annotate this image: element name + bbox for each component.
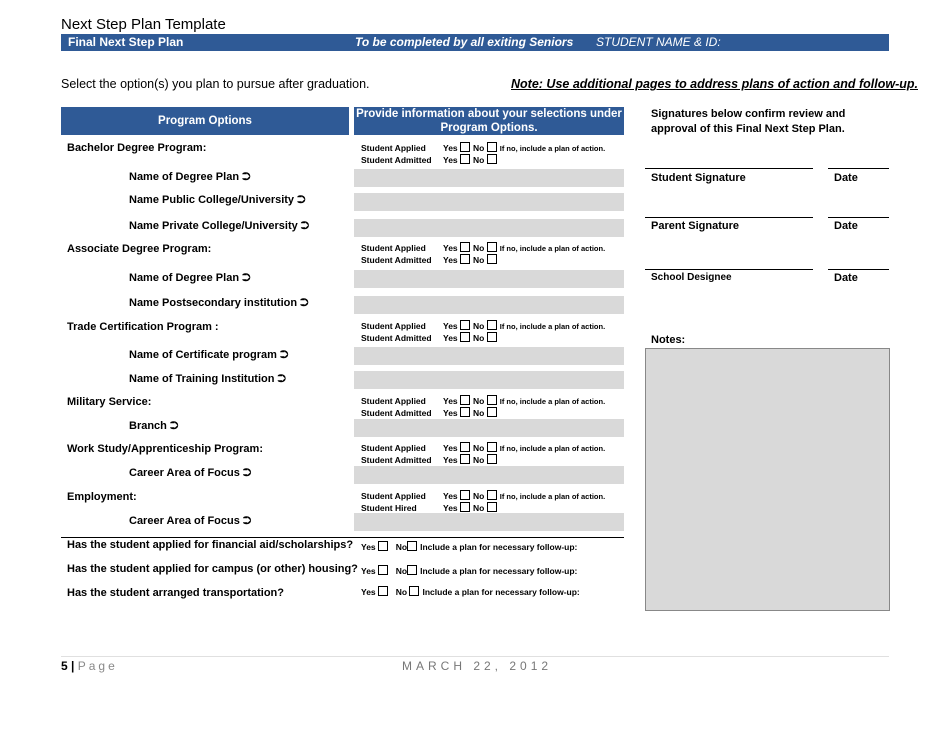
workstudy-applied-label: Student Applied [361,443,426,453]
associate-admitted-yes-label: Yes [443,255,458,265]
housing-yes-label: Yes [361,566,376,576]
section-divider [61,537,624,538]
title-banner [61,34,889,51]
employment-applied-label: Student Applied [361,491,426,501]
workstudy-plan-note: If no, include a plan of action. [499,444,606,453]
associate-admitted-label: Student Admitted [361,255,432,265]
employment-plan-note: If no, include a plan of action. [499,492,606,501]
military-admitted-label: Student Admitted [361,408,432,418]
signature-intro-line1: Signatures below confirm review and [651,108,846,120]
workstudy-program-label: Work Study/Apprenticeship Program: [67,443,263,455]
document-title: Next Step Plan Template [61,16,226,33]
page-word: Page [77,659,118,673]
workstudy-career-label: Career Area of Focus ⮊ [129,467,252,479]
associate-applied-no-checkbox[interactable] [487,242,497,252]
military-admitted-no-checkbox[interactable] [487,407,497,417]
employment-applied-no-checkbox[interactable] [487,490,497,500]
provide-info-header-line2: Program Options. [440,122,538,134]
military-status [361,395,605,419]
military-applied-no-label: No [473,396,485,406]
military-applied-no-checkbox[interactable] [487,395,497,405]
associate-admitted-yes-checkbox[interactable] [460,254,470,264]
associate-institution-label: Name Postsecondary institution ⮊ [129,297,309,309]
trade-applied-yes-checkbox[interactable] [460,320,470,330]
page-separator: | [71,659,75,673]
military-admitted-yes-label: Yes [443,408,458,418]
bachelor-status [361,142,605,166]
employment-hired-no-checkbox[interactable] [487,502,497,512]
program-options-header: Program Options [61,107,349,135]
housing-no-checkbox[interactable] [407,565,417,575]
transportation-answer [361,586,580,597]
instruction-text: Select the option(s) you plan to pursue after graduation. [61,77,370,91]
trade-applied-no-checkbox[interactable] [487,320,497,330]
military-branch-label: Branch ⮊ [129,420,179,432]
associate-institution-field[interactable] [354,296,624,314]
workstudy-admitted-no-checkbox[interactable] [487,454,497,464]
workstudy-applied-yes-checkbox[interactable] [460,442,470,452]
housing-answer [361,565,577,576]
associate-plan-note: If no, include a plan of action. [499,244,606,253]
workstudy-admitted-label: Student Admitted [361,455,432,465]
footer-divider [61,656,889,657]
bachelor-public-college-field[interactable] [354,193,624,211]
notes-label: Notes: [651,334,686,346]
associate-applied-yes-checkbox[interactable] [460,242,470,252]
military-applied-label: Student Applied [361,396,426,406]
trade-admitted-label: Student Admitted [361,333,432,343]
associate-status [361,242,605,266]
bachelor-applied-no-label: No [473,143,485,153]
housing-yes-checkbox[interactable] [378,565,388,575]
student-date-line[interactable] [828,168,889,169]
trade-applied-no-label: No [473,321,485,331]
financial-aid-followup-note: Include a plan for necessary follow-up: [420,542,578,552]
associate-degree-plan-field[interactable] [354,270,624,288]
transportation-yes-checkbox[interactable] [378,586,388,596]
bachelor-plan-note: If no, include a plan of action. [499,144,606,153]
trade-applied-yes-label: Yes [443,321,458,331]
bachelor-admitted-no-label: No [473,155,485,165]
transportation-question: Has the student arranged transportation? [67,587,284,599]
bachelor-private-college-field[interactable] [354,219,624,237]
bachelor-public-college-label: Name Public College/University ⮊ [129,194,306,206]
designee-signature-label: School Designee [651,272,732,283]
parent-date-label: Date [834,220,858,232]
workstudy-applied-yes-label: Yes [443,443,458,453]
associate-applied-label: Student Applied [361,243,426,253]
page-number [61,659,118,673]
bachelor-admitted-label: Student Admitted [361,155,432,165]
parent-date-line[interactable] [828,217,889,218]
designee-date-label: Date [834,272,858,284]
associate-applied-yes-label: Yes [443,243,458,253]
trade-certificate-field[interactable] [354,347,624,365]
trade-institution-field[interactable] [354,371,624,389]
note-text: Note: Use additional pages to address plans of action and follow-up. [511,77,918,91]
transportation-no-label: No [395,587,408,597]
workstudy-applied-no-label: No [473,443,485,453]
military-plan-note: If no, include a plan of action. [499,397,606,406]
military-admitted-no-label: No [473,408,485,418]
footer-date: MARCH 22, 2012 [402,659,553,673]
banner-instruction: To be completed by all exiting Seniors [355,35,574,49]
financial-aid-yes-label: Yes [361,542,376,552]
bachelor-applied-yes-label: Yes [443,143,458,153]
banner-student-name-label: STUDENT NAME & ID: [596,35,721,49]
provide-info-header [354,107,624,135]
financial-aid-no-label: No [395,542,408,552]
associate-program-label: Associate Degree Program: [67,243,212,255]
transportation-yes-label: Yes [361,587,376,597]
trade-admitted-yes-label: Yes [443,333,458,343]
associate-admitted-no-checkbox[interactable] [487,254,497,264]
employment-applied-yes-checkbox[interactable] [460,490,470,500]
provide-info-header-line1: Provide information about your selections under [356,108,622,120]
financial-aid-answer [361,541,577,552]
banner-plan-title: Final Next Step Plan [68,35,184,49]
workstudy-status [361,442,605,466]
trade-admitted-no-label: No [473,333,485,343]
workstudy-applied-no-checkbox[interactable] [487,442,497,452]
housing-no-label: No [395,566,408,576]
bachelor-admitted-yes-label: Yes [443,155,458,165]
trade-admitted-no-checkbox[interactable] [487,332,497,342]
employment-status [361,490,605,514]
bachelor-private-college-label: Name Private College/University ⮊ [129,220,310,232]
bachelor-degree-plan-label: Name of Degree Plan ⮊ [129,171,251,183]
housing-question: Has the student applied for campus (or other) housing? [67,563,358,575]
employment-hired-no-label: No [473,503,485,513]
transportation-no-checkbox[interactable] [409,586,419,596]
signature-intro-line2: approval of this Final Next Step Plan. [651,123,845,135]
bachelor-applied-no-checkbox[interactable] [487,142,497,152]
workstudy-career-field[interactable] [354,466,624,484]
bachelor-program-label: Bachelor Degree Program: [67,142,207,154]
military-program-label: Military Service: [67,396,152,408]
page-number-value: 5 [61,659,68,673]
bachelor-applied-yes-checkbox[interactable] [460,142,470,152]
associate-applied-no-label: No [473,243,485,253]
trade-program-label: Trade Certification Program : [67,321,219,333]
financial-aid-yes-checkbox[interactable] [378,541,388,551]
workstudy-admitted-yes-label: Yes [443,455,458,465]
parent-signature-label: Parent Signature [651,220,740,232]
military-branch-field[interactable] [354,419,624,437]
trade-admitted-yes-checkbox[interactable] [460,332,470,342]
military-admitted-yes-checkbox[interactable] [460,407,470,417]
bachelor-admitted-yes-checkbox[interactable] [460,154,470,164]
employment-hired-label: Student Hired [361,503,417,513]
trade-status [361,320,605,344]
trade-plan-note: If no, include a plan of action. [499,322,606,331]
parent-signature-line[interactable] [645,217,813,218]
designee-signature-line[interactable] [645,269,813,270]
financial-aid-question: Has the student applied for financial aid/scholarships? [67,539,354,551]
associate-degree-plan-label: Name of Degree Plan ⮊ [129,272,251,284]
student-signature-line[interactable] [645,168,813,169]
housing-followup-note: Include a plan for necessary follow-up: [420,566,578,576]
trade-institution-label: Name of Training Institution ⮊ [129,373,286,385]
signature-intro [651,107,845,137]
employment-program-label: Employment: [67,491,137,503]
employment-career-label: Career Area of Focus ⮊ [129,515,252,527]
employment-applied-yes-label: Yes [443,491,458,501]
financial-aid-no-checkbox[interactable] [407,541,417,551]
workstudy-admitted-yes-checkbox[interactable] [460,454,470,464]
notes-field[interactable] [645,348,890,611]
associate-admitted-no-label: No [473,255,485,265]
designee-date-line[interactable] [828,269,889,270]
military-applied-yes-checkbox[interactable] [460,395,470,405]
bachelor-admitted-no-checkbox[interactable] [487,154,497,164]
trade-applied-label: Student Applied [361,321,426,331]
military-applied-yes-label: Yes [443,396,458,406]
student-signature-label: Student Signature [651,172,746,184]
employment-hired-yes-checkbox[interactable] [460,502,470,512]
student-date-label: Date [834,172,858,184]
employment-hired-yes-label: Yes [443,503,458,513]
employment-career-field[interactable] [354,513,624,531]
bachelor-degree-plan-field[interactable] [354,169,624,187]
employment-applied-no-label: No [473,491,485,501]
bachelor-applied-label: Student Applied [361,143,426,153]
trade-certificate-label: Name of Certificate program ⮊ [129,349,289,361]
transportation-followup-note: Include a plan for necessary follow-up: [422,587,580,597]
workstudy-admitted-no-label: No [473,455,485,465]
